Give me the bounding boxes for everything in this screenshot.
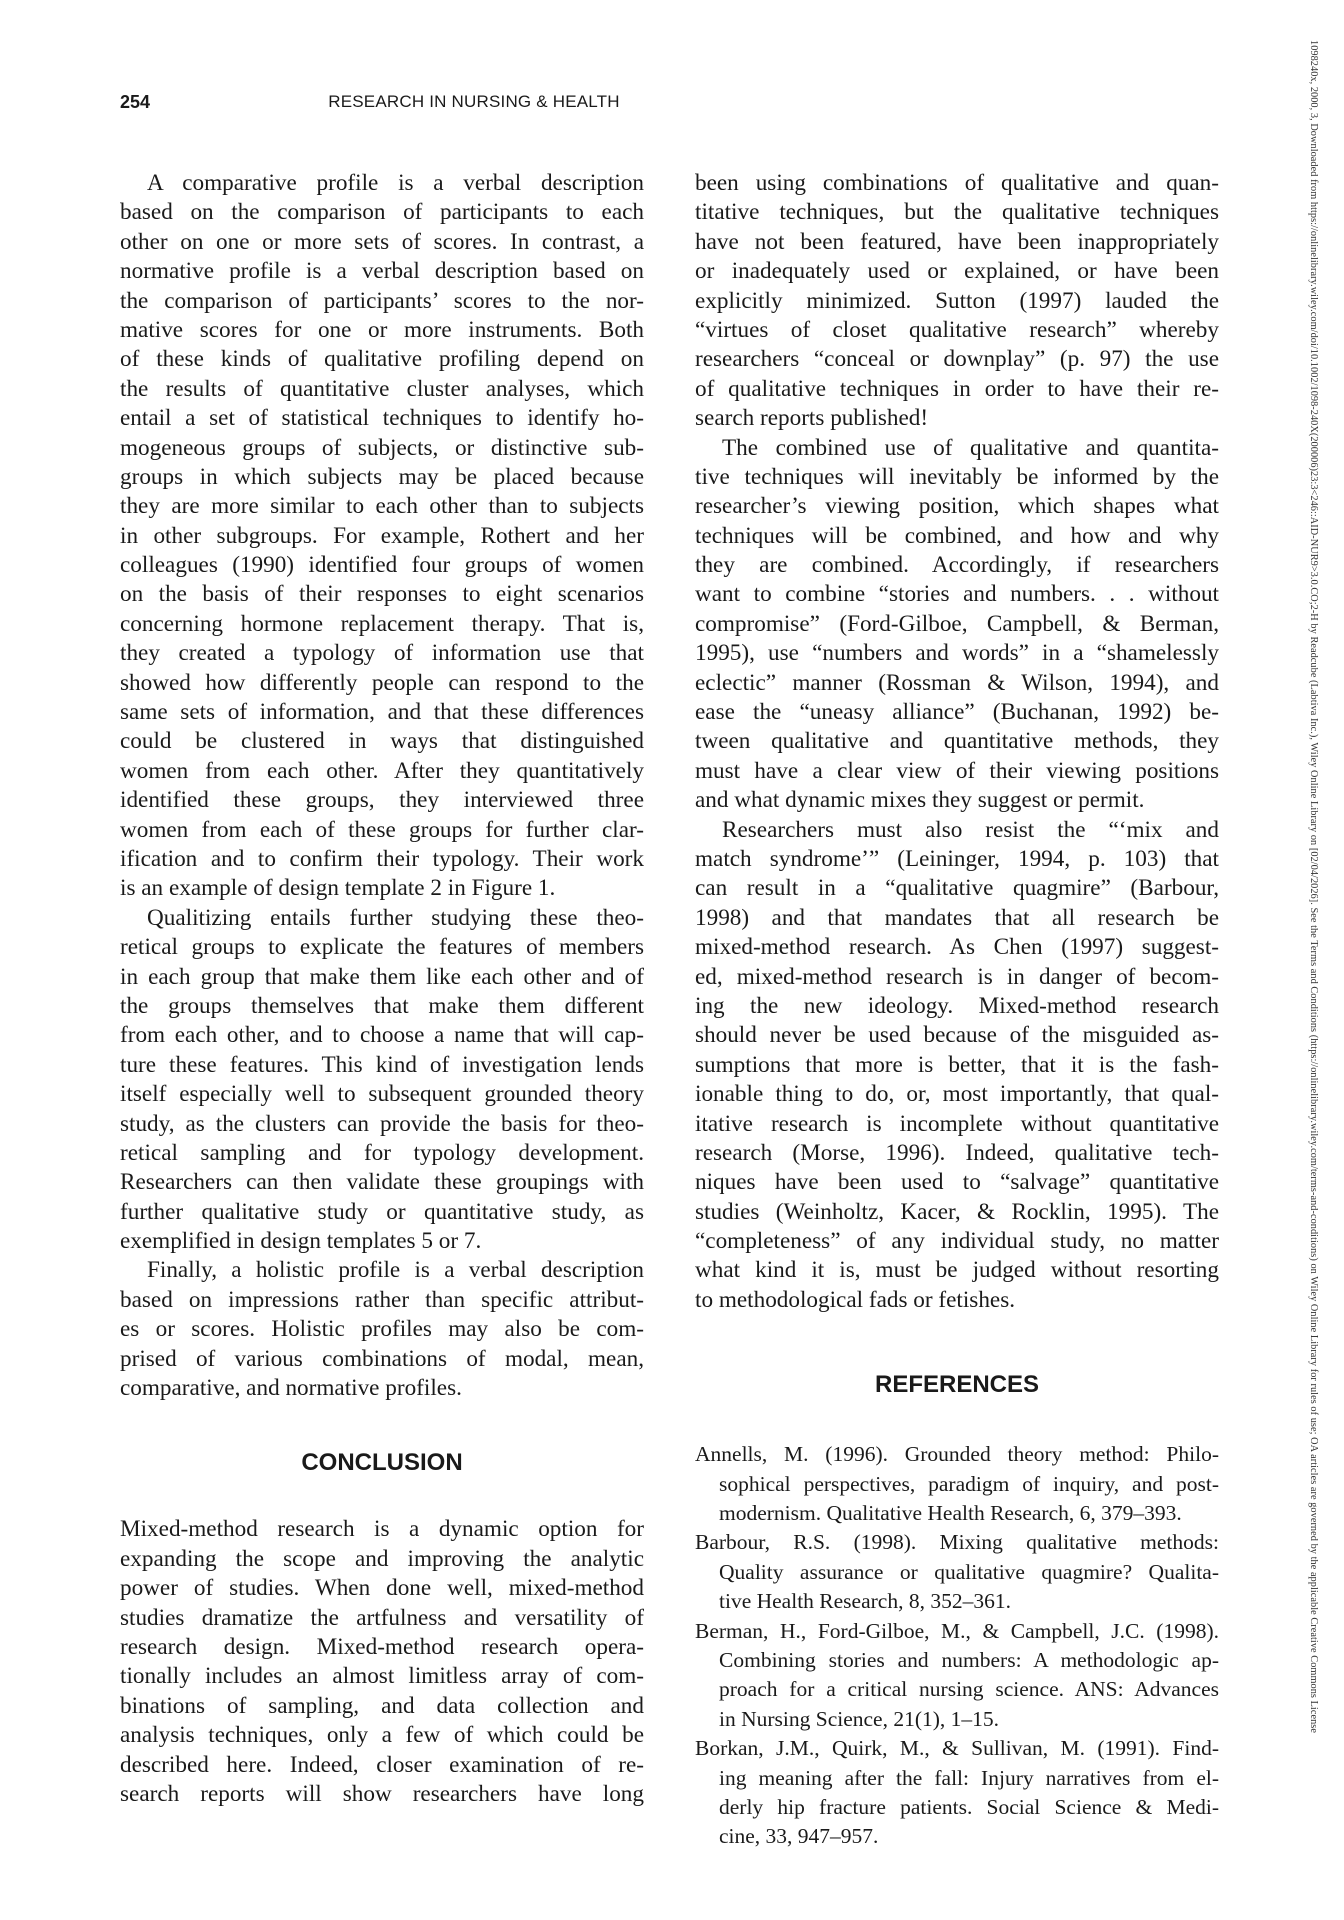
right-column (695, 169, 1219, 1852)
paragraph-continuation (695, 169, 1219, 434)
text-line: binations of sampling, and data collection and (120, 1692, 644, 1719)
text-line: normative profile is a verbal description based on (120, 258, 644, 285)
references-heading: REFERENCES (874, 1371, 1040, 1399)
text-line: power of studies. When done well, mixed-method (120, 1575, 644, 1602)
paragraph-mix-and-match (695, 816, 1219, 1316)
text-line: techniques will be combined, and how and why (695, 522, 1219, 549)
text-line: compromise” (Ford-Gilboe, Campbell, & Berman, (695, 610, 1219, 637)
reference-line: Berman, H., Ford-Gilboe, M., & Campbell, J.C. (1998). (695, 1618, 1219, 1643)
text-line: ture these features. This kind of investigation lends (120, 1051, 644, 1078)
text-line: tionally includes an almost limitless array of com- (120, 1663, 644, 1690)
text-line: the results of quantitative cluster analyses, which (120, 375, 644, 402)
text-line: mixed-method research. As Chen (1997) suggest- (695, 934, 1219, 961)
text-line: explicitly minimized. Sutton (1997) lauded the (695, 287, 1219, 314)
text-line: other on one or more sets of scores. In contrast, a (120, 228, 644, 255)
text-line: should never be used because of the misguided as- (695, 1022, 1219, 1049)
text-line: can result in a “qualitative quagmire” (Barbour, (695, 875, 1219, 902)
text-line: is an example of design template 2 in Figure 1. (120, 875, 556, 902)
text-line: based on impressions rather than specific attribut- (120, 1286, 644, 1313)
text-line: studies (Weinholtz, Kacer, & Rocklin, 1995). The (695, 1198, 1219, 1225)
text-line: concerning hormone replacement therapy. That is, (120, 610, 644, 637)
text-line: of qualitative techniques in order to have their re- (695, 375, 1219, 402)
reference-entry (695, 1734, 1219, 1852)
text-line: in other subgroups. For example, Rothert and her (120, 522, 644, 549)
text-line: search reports published! (695, 405, 929, 432)
text-line: tween qualitative and quantitative methods, they (695, 728, 1219, 755)
text-line: “virtues of closet qualitative research” whereby (695, 316, 1219, 343)
text-line: “completeness” of any individual study, no matter (695, 1228, 1219, 1255)
reference-line: Annells, M. (1996). Grounded theory method: Philo- (695, 1442, 1219, 1467)
reference-entry (695, 1528, 1219, 1616)
text-line: eclectic” manner (Rossman & Wilson, 1994), and (695, 669, 1219, 696)
text-line: ionable thing to do, or, most importantly, that qual- (695, 1081, 1219, 1108)
text-line: what kind it is, must be judged without resorting (695, 1257, 1219, 1284)
reference-line: tive Health Research, 8, 352–361. (719, 1589, 1011, 1614)
paragraph-holistic-profile (120, 1256, 644, 1403)
text-line: mogeneous groups of subjects, or distinctive sub- (120, 434, 644, 461)
text-line: tive techniques will inevitably be informed by the (695, 463, 1219, 490)
left-column (120, 169, 644, 1809)
text-line: to methodological fads or fetishes. (695, 1286, 1016, 1313)
text-line: showed how differently people can respond to the (120, 669, 644, 696)
text-line: could be clustered in ways that distinguished (120, 728, 644, 755)
text-line: itself especially well to subsequent grounded theory (120, 1081, 644, 1108)
text-line: been using combinations of qualitative and quan- (695, 170, 1219, 196)
text-line: they created a typology of information use that (120, 640, 644, 667)
text-line: further qualitative study or quantitative study, as (120, 1198, 644, 1225)
text-line: A comparative profile is a verbal description (147, 170, 644, 196)
text-line: mative scores for one or more instruments. Both (120, 316, 644, 343)
reference-line: ing meaning after the fall: Injury narratives from el- (719, 1765, 1219, 1790)
text-line: entail a set of statistical techniques to identify ho- (120, 405, 644, 432)
paragraph-qualitizing (120, 904, 644, 1257)
text-line: of these kinds of qualitative profiling depend on (120, 346, 644, 373)
text-line: women from each of these groups for further clar- (120, 816, 644, 843)
text-line: Mixed-method research is a dynamic option for (120, 1516, 644, 1543)
text-line: Finally, a holistic profile is a verbal description (147, 1257, 644, 1284)
text-line: analysis techniques, only a few of which could be (120, 1722, 644, 1749)
reference-entry (695, 1440, 1219, 1528)
paragraph-combined-use (695, 434, 1219, 816)
text-line: es or scores. Holistic profiles may also be com- (120, 1316, 644, 1343)
text-line: comparative, and normative profiles. (120, 1375, 462, 1402)
text-line: Qualitizing entails further studying these theo- (147, 904, 644, 931)
reference-line: proach for a critical nursing science. ANS: Advances (719, 1677, 1219, 1702)
text-line: same sets of information, and that these differences (120, 699, 644, 726)
text-line: The combined use of qualitative and quantita- (722, 434, 1219, 461)
reference-line: derly hip fracture patients. Social Science & Medi- (719, 1794, 1219, 1819)
text-line: retical groups to explicate the features of members (120, 934, 644, 961)
text-line: described here. Indeed, closer examination of re- (120, 1751, 644, 1778)
text-line: research (Morse, 1996). Indeed, qualitative tech- (695, 1139, 1219, 1166)
text-line: in each group that make them like each other and of (120, 963, 644, 990)
text-line: match syndrome’” (Leininger, 1994, p. 103) that (695, 845, 1219, 872)
text-line: based on the comparison of participants to each (120, 199, 644, 226)
text-line: have not been featured, have been inappropriately (695, 228, 1219, 255)
reference-line: sophical perspectives, paradigm of inquiry, and post- (719, 1471, 1219, 1496)
text-line: ease the “uneasy alliance” (Buchanan, 1992) be- (695, 699, 1219, 726)
text-line: or inadequately used or explained, or have been (695, 258, 1219, 285)
text-line: expanding the scope and improving the analytic (120, 1545, 644, 1572)
text-line: prised of various combinations of modal, mean, (120, 1345, 644, 1372)
text-line: studies dramatize the artfulness and versatility of (120, 1604, 644, 1631)
reference-line: Combining stories and numbers: A methodologic ap- (719, 1647, 1219, 1672)
journal-title: RESEARCH IN NURSING & HEALTH (328, 92, 620, 111)
reference-line: Quality assurance or qualitative quagmire? Qualita- (719, 1559, 1219, 1584)
text-line: and what dynamic mixes they suggest or permit. (695, 787, 1145, 814)
text-line: must have a clear view of their viewing positions (695, 757, 1219, 784)
text-line: women from each other. After they quantitatively (120, 757, 644, 784)
text-line: sumptions that more is better, that it is the fash- (695, 1051, 1219, 1078)
reference-line: cine, 33, 947–957. (719, 1824, 879, 1849)
text-line: retical sampling and for typology development. (120, 1139, 644, 1166)
text-line: they are more similar to each other than to subjects (120, 493, 644, 520)
text-line: want to combine “stories and numbers. . . without (695, 581, 1219, 608)
text-line: colleagues (1990) identified four groups of women (120, 552, 644, 579)
reference-line: modernism. Qualitative Health Research, 6, 379–393. (719, 1501, 1182, 1526)
text-line: 1998) and that mandates that all research be (695, 904, 1219, 931)
reference-list (695, 1440, 1219, 1851)
paragraph-comparative-profile (120, 169, 644, 904)
text-line: search reports will show researchers have long (120, 1780, 644, 1807)
text-line: exemplified in design templates 5 or 7. (120, 1228, 482, 1255)
text-line: Researchers can then validate these groupings with (120, 1169, 644, 1196)
text-line: they are combined. Accordingly, if researchers (695, 552, 1219, 579)
text-line: researcher’s viewing position, which shapes what (695, 493, 1219, 520)
text-line: itative research is incomplete without quantitative (695, 1110, 1219, 1137)
text-line: researchers “conceal or downplay” (p. 97) the use (695, 346, 1219, 373)
reference-line: Barbour, R.S. (1998). Mixing qualitative methods: (695, 1530, 1219, 1555)
text-line: Researchers must also resist the “‘mix and (722, 816, 1219, 843)
paragraph-conclusion (120, 1515, 644, 1809)
reference-entry (695, 1617, 1219, 1735)
page-number: 254 (120, 92, 151, 112)
conclusion-heading: CONCLUSION (301, 1449, 463, 1477)
text-line: ed, mixed-method research is in danger of becom- (695, 963, 1219, 990)
download-notice-text: 1098240x, 2000, 3, Downloaded from https://onlinelibrary.wiley.com/doi/10.1002/1098-240X(200006)23:3<246::AID-NUR9>3.0.CO;2-H by Readcube (Labtiva Inc.), Wiley Online Library on [02/04/2026]. See the Terms and Conditions (https://onlinelibrary.wiley.com/terms-and-conditions) on Wiley Online Library for rules of use; OA articles are governed by the applicable Creative Commons License (1308, 40, 1319, 1733)
text-line: research design. Mixed-method research opera- (120, 1633, 644, 1660)
text-line: niques have been used to “salvage” quantitative (695, 1169, 1219, 1196)
text-line: 1995), use “numbers and words” in a “shamelessly (695, 640, 1219, 667)
reference-line: in Nursing Science, 21(1), 1–15. (719, 1706, 1000, 1731)
text-line: titative techniques, but the qualitative techniques (695, 199, 1219, 226)
text-line: identified these groups, they interviewed three (120, 787, 644, 814)
running-head (120, 92, 828, 116)
reference-line: Borkan, J.M., Quirk, M., & Sullivan, M. (1991). Find- (695, 1736, 1219, 1761)
text-line: the comparison of participants’ scores to the nor- (120, 287, 644, 314)
download-notice-sidebar (1305, 40, 1325, 1910)
text-line: ification and to confirm their typology. Their work (120, 845, 644, 872)
text-line: ing the new ideology. Mixed-method research (695, 992, 1219, 1019)
text-line: the groups themselves that make them different (120, 992, 644, 1019)
text-line: from each other, and to choose a name that will cap- (120, 1022, 644, 1049)
text-line: on the basis of their responses to eight scenarios (120, 581, 644, 608)
text-line: groups in which subjects may be placed because (120, 463, 644, 490)
text-line: study, as the clusters can provide the basis for theo- (120, 1110, 644, 1137)
